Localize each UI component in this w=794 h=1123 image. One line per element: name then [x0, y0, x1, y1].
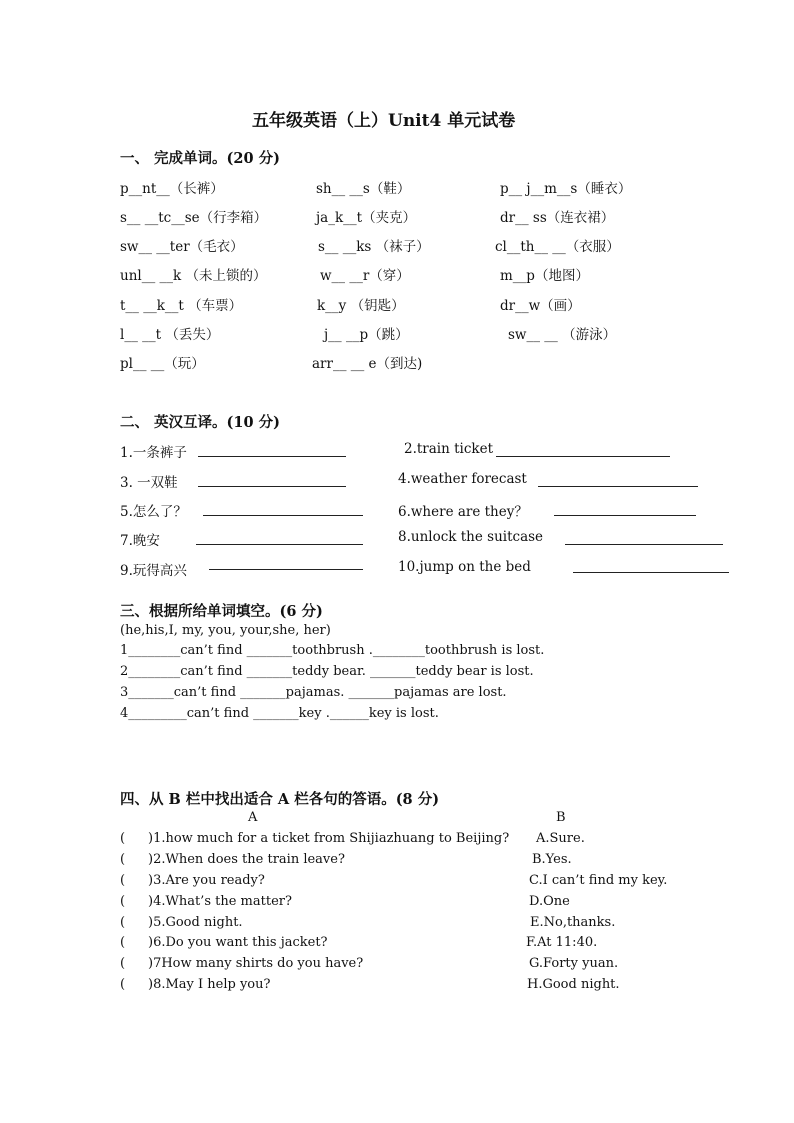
- translate-item: 3. 一双鞋: [120, 475, 178, 491]
- fill-line: 4_________can’t find _______key .______key is lost.: [120, 706, 439, 721]
- word-item: sh__ __s（鞋）: [316, 181, 411, 197]
- word-item: pl__ __（玩）: [120, 356, 205, 372]
- answer-line: [198, 486, 346, 487]
- word-item: s__ __tc__se（行李箱）: [120, 210, 268, 226]
- translate-item: 1.一条裤子: [120, 445, 187, 461]
- answer-bracket: (: [120, 852, 126, 867]
- word-item: arr__ __ e（到达): [312, 356, 423, 372]
- question-a: )5.Good night.: [148, 915, 243, 930]
- answer-bracket: (: [120, 935, 126, 950]
- word-item: sw__ __ （游泳）: [508, 327, 617, 343]
- answer-bracket: (: [120, 915, 126, 930]
- page-title: 五年级英语（上）Unit4 单元试卷: [252, 111, 516, 131]
- word-item: p__nt__（长裤）: [120, 181, 224, 197]
- answer-line: [196, 544, 363, 545]
- word-item: l__ __t （丢失）: [120, 327, 220, 343]
- translate-item: 8.unlock the suitcase: [398, 529, 544, 545]
- question-a: )3.Are you ready?: [148, 873, 265, 888]
- word-item: unl__ __k （未上锁的）: [120, 268, 267, 284]
- answer-b: F.At 11:40.: [526, 935, 598, 950]
- answer-bracket: (: [120, 831, 126, 846]
- word-item: t__ __k__t （车票）: [120, 298, 243, 314]
- question-a: )7How many shirts do you have?: [148, 956, 364, 971]
- answer-bracket: (: [120, 894, 126, 909]
- answer-b: G.Forty yuan.: [529, 956, 619, 971]
- answer-line: [565, 544, 723, 545]
- section-3-heading: 三、根据所给单词填空。(6 分): [120, 603, 323, 620]
- word-item: sw__ __ter（毛衣）: [120, 239, 244, 255]
- answer-line: [573, 572, 729, 573]
- answer-bracket: (: [120, 956, 126, 971]
- answer-line: [203, 515, 363, 516]
- section-2-heading: 二、 英汉互译。(10 分): [120, 414, 280, 431]
- fill-line: 1________can’t find _______toothbrush .________toothbrush is lost.: [120, 643, 545, 658]
- word-item: dr__ ss（连衣裙）: [500, 210, 615, 226]
- translate-item: 7.晚安: [120, 533, 160, 549]
- section-4-heading: 四、从 B 栏中找出适合 A 栏各句的答语。(8 分): [120, 791, 440, 808]
- answer-line: [496, 456, 670, 457]
- section-1-heading: 一、 完成单词。(20 分): [120, 150, 280, 167]
- fill-line: 3_______can’t find _______pajamas. _______pajamas are lost.: [120, 685, 507, 700]
- question-a: )2.When does the train leave?: [148, 852, 345, 867]
- column-b-header: B: [556, 810, 566, 825]
- answer-b: E.No,thanks.: [530, 915, 616, 930]
- translate-item: 9.玩得高兴: [120, 563, 187, 579]
- word-item: j__ __p（跳）: [324, 327, 409, 343]
- column-a-header: A: [248, 810, 258, 825]
- answer-b: B.Yes.: [532, 852, 572, 867]
- answer-line: [554, 515, 696, 516]
- answer-line: [209, 569, 363, 570]
- word-item: dr__w（画）: [500, 298, 581, 314]
- translate-item: 5.怎么了？: [120, 504, 187, 520]
- question-a: )4.What’s the matter?: [148, 894, 292, 909]
- word-item: ja_k__t（夹克）: [316, 210, 417, 226]
- answer-b: C.I can’t find my key.: [529, 873, 668, 888]
- answer-line: [538, 486, 698, 487]
- question-a: )6.Do you want this jacket?: [148, 935, 328, 950]
- word-item: k__y （钥匙）: [317, 298, 405, 314]
- word-item: cl__th__ __（衣服）: [495, 239, 620, 255]
- word-item: p__ j__m__s（睡衣）: [500, 181, 632, 197]
- question-a: )1.how much for a ticket from Shijiazhuang to Beijing?: [148, 831, 510, 846]
- answer-b: A.Sure.: [536, 831, 585, 846]
- question-a: )8.May I help you?: [148, 977, 271, 992]
- answer-line: [198, 456, 346, 457]
- word-item: w__ __r（穿）: [320, 268, 410, 284]
- answer-b: H.Good night.: [527, 977, 620, 992]
- translate-item: 2.train ticket: [404, 441, 494, 457]
- word-item: m__p（地图）: [500, 268, 589, 284]
- word-bank: (he,his,I, my, you, your,she, her): [120, 623, 331, 638]
- answer-bracket: (: [120, 873, 126, 888]
- translate-item: 6.where are they？: [398, 504, 528, 520]
- answer-b: D.One: [529, 894, 570, 909]
- answer-bracket: (: [120, 977, 126, 992]
- translate-item: 10.jump on the bed: [398, 559, 531, 575]
- word-item: s__ __ks （袜子）: [318, 239, 430, 255]
- fill-line: 2________can’t find _______teddy bear. _______teddy bear is lost.: [120, 664, 534, 679]
- translate-item: 4.weather forecast: [398, 471, 527, 487]
